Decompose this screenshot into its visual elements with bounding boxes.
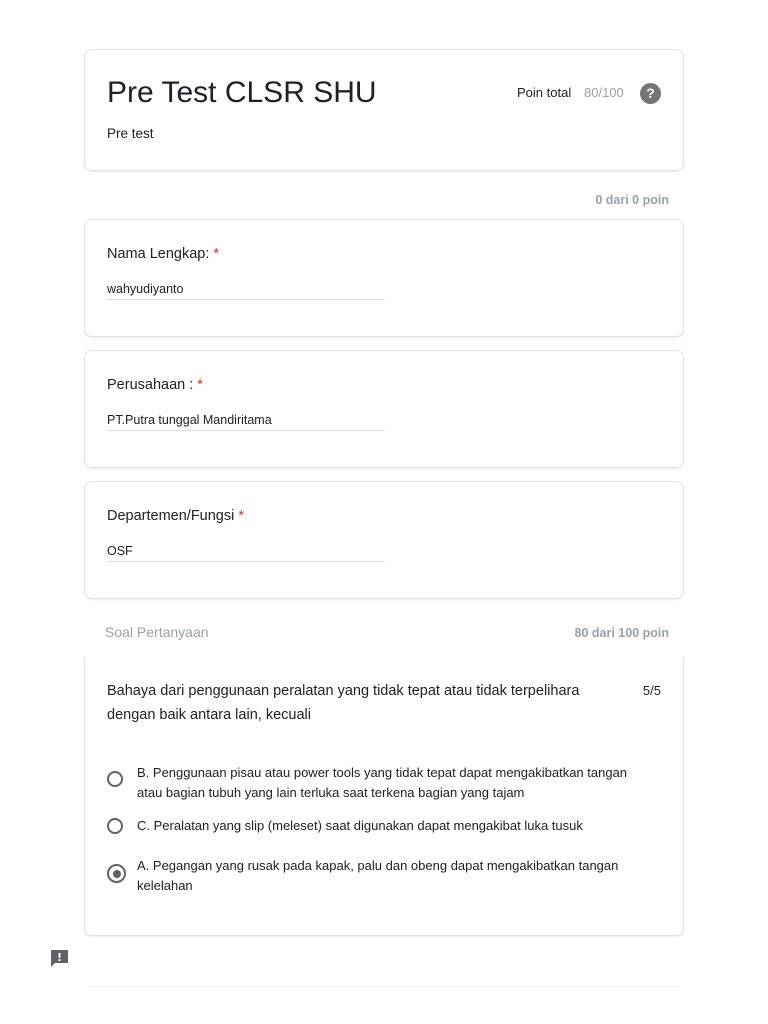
divider bbox=[88, 986, 680, 987]
radio-unchecked-icon[interactable] bbox=[107, 771, 123, 787]
field-label: Nama Lengkap: * bbox=[107, 246, 220, 262]
option-label: B. Penggunaan pisau atau power tools yang tidak tepat dapat mengakibatkan tangan atau bagian tubuh yang lain terluka saat terkena bagian yang tajam bbox=[137, 765, 628, 800]
company-field: PT.Putra tunggal Mandiritama bbox=[107, 413, 385, 431]
section-title: Soal Pertanyaan bbox=[105, 624, 209, 640]
radio-unchecked-icon[interactable] bbox=[107, 818, 123, 834]
feedback-icon[interactable] bbox=[49, 949, 70, 969]
name-field: wahyudiyanto bbox=[107, 282, 385, 300]
option-label: C. Peralatan yang slip (meleset) saat digunakan dapat mengakibat luka tusuk bbox=[137, 818, 583, 833]
field-label: Perusahaan : * bbox=[107, 377, 203, 393]
required-marker: * bbox=[213, 246, 220, 262]
department-field: OSF bbox=[107, 544, 385, 562]
required-marker: * bbox=[238, 508, 244, 524]
section-score: 0 dari 0 poin bbox=[595, 193, 669, 207]
field-card-department bbox=[84, 481, 684, 599]
form-description: Pre test bbox=[107, 126, 154, 141]
section-score: 80 dari 100 poin bbox=[574, 626, 669, 640]
field-card-name bbox=[84, 219, 684, 337]
radio-checked-icon[interactable] bbox=[107, 864, 126, 883]
question-card bbox=[84, 657, 684, 936]
form-title: Pre Test CLSR SHU bbox=[107, 76, 377, 109]
question-text: Bahaya dari penggunaan peralatan yang tidak tepat atau tidak terpelihara dengan baik antara lain, kecuali bbox=[107, 683, 580, 723]
option-label: A. Pegangan yang rusak pada kapak, palu dan obeng dapat mengakibatkan tangan kelelahan bbox=[137, 858, 619, 893]
field-card-company bbox=[84, 350, 684, 468]
question-points: 5/5 bbox=[642, 683, 661, 698]
points-total-value: 80/100 bbox=[584, 85, 624, 100]
field-label: Departemen/Fungsi * bbox=[107, 508, 244, 524]
help-icon[interactable]: ? bbox=[640, 83, 661, 104]
required-marker: * bbox=[197, 377, 203, 393]
points-total-label: Poin total bbox=[517, 85, 572, 100]
form-header-card bbox=[84, 49, 684, 171]
